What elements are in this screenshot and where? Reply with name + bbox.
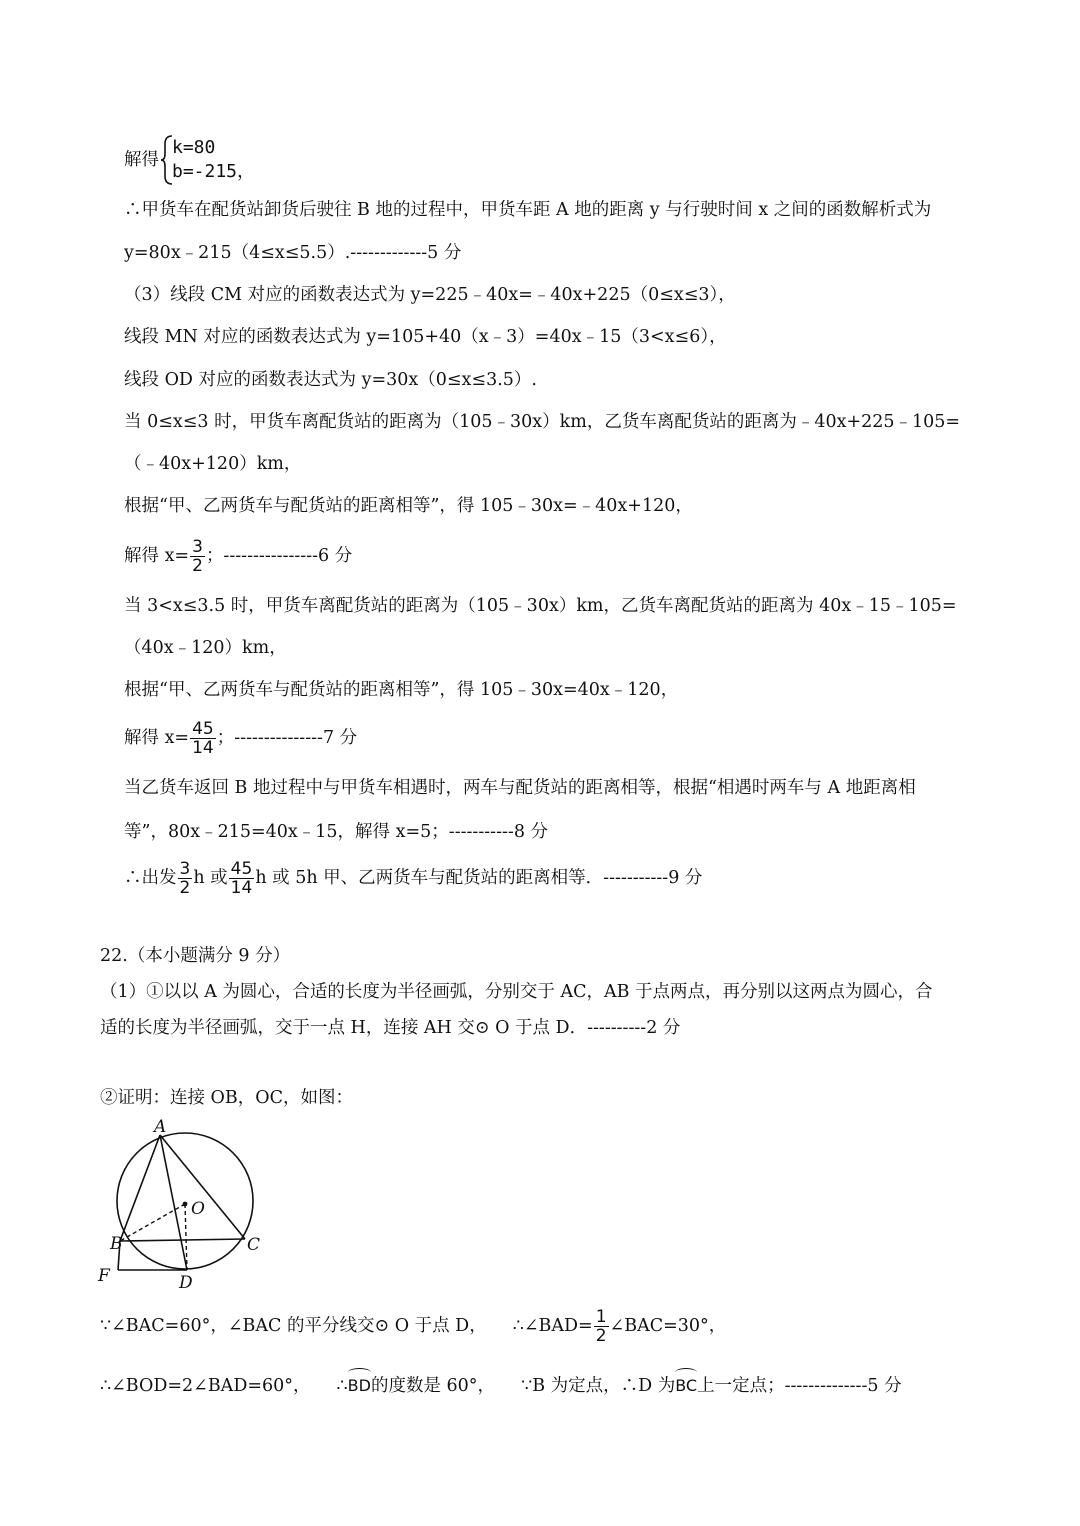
line-5: 线段 OD 对应的函数表达式为 y=30x（0≤x≤3.5）. (124, 370, 537, 390)
line-2: y=80x﹣215（4≤x≤5.5）.-------------5 分 (124, 243, 462, 263)
fraction-3-2: $\frac{3}{2}$ (192, 537, 203, 576)
line-3: （3）线段 CM 对应的函数表达式为 y=225﹣40x=﹣40x+225（0≤x≤3）， (124, 285, 736, 305)
line-10: 当 3<x≤3.5 时，甲货车离配货站的距离为（105﹣30x）km，乙货车离配货站的距离为 40x﹣15﹣105= (124, 596, 957, 616)
label-c: C (247, 1235, 261, 1255)
label-d: D (179, 1273, 193, 1293)
point-o (183, 1202, 188, 1207)
fraction-45-14-b: $\frac{45}{14}$ (230, 859, 253, 898)
q22-part2-intro: ②证明：连接 OB，OC，如图： (100, 1088, 354, 1108)
fraction-3-2-b: $\frac{3}{2}$ (179, 859, 191, 898)
label-a: A (154, 1118, 167, 1137)
line-13: 解得 x= $\frac{45}{14}$ ；---------------7 分 (124, 719, 358, 758)
line-14: 当乙货车返回 B 地过程中与甲货车相遇时，两车与配货站的距离相等，根据“相遇时两车与 A 地距离相 (124, 778, 916, 798)
line-12: 根据“甲、乙两货车与配货站的距离相等”，得 105﹣30x=40x﹣120， (124, 680, 679, 700)
line-8: 根据“甲、乙两货车与配货站的距离相等”，得 105﹣30x=﹣40x+120， (124, 496, 693, 516)
solve-label: 解得 (124, 150, 159, 170)
q22-part1-line2: 适的长度为半径画弧，交于一点 H，连接 AH 交⊙ O 于点 D．----------2 分 (100, 1018, 681, 1038)
label-o: O (191, 1199, 205, 1219)
circle-figure (90, 1118, 280, 1293)
arc-bc: BC (675, 1370, 697, 1398)
line-16: ∴出发 $\frac{3}{2}$ h 或 $\frac{45}{14}$ h 或 5h 甲、乙两货车与配货站的距离相等．-----------9 分 (124, 859, 703, 898)
line-7: （﹣40x+120）km， (124, 454, 302, 474)
solution-system (172, 136, 255, 184)
line-4: 线段 MN 对应的函数表达式为 y=105+40（x﹣3）=40x﹣15（3<x≤6）， (124, 327, 727, 347)
arc-bd: BD (348, 1370, 371, 1398)
segment-bc (120, 1239, 245, 1241)
label-b: B (110, 1234, 123, 1254)
line-18: ∴∠BOD=2∠BAD=60°， ∴BD的度数是 60°， ∵B 为定点，∴D 为BC上一定点；--------------5 分 (100, 1370, 902, 1398)
line-6: 当 0≤x≤3 时，甲货车离配货站的距离为（105﹣30x）km，乙货车离配货站的距离为﹣40x+225﹣105= (124, 412, 961, 432)
line-17: ∵∠BAC=60°，∠BAC 的平分线交⊙ O 于点 D， ∴∠BAD= $\frac{1}{2}$ ∠BAC=30°， (100, 1307, 727, 1346)
circle-o (117, 1133, 253, 1269)
q22-part1-line1: （1）①以以 A 为圆心，合适的长度为半径画弧，分别交于 AC，AB 于点两点，再分别以这两点为圆心，合 (100, 982, 933, 1002)
system-k: k=80 (172, 137, 216, 158)
system-b: b=-215， (172, 161, 256, 182)
line-15: 等”，80x﹣215=40x﹣15，解得 x=5；-----------8 分 (124, 822, 549, 842)
fraction-1-2: $\frac{1}{2}$ (595, 1307, 607, 1346)
segment-ac (160, 1135, 245, 1239)
question-22-title: 22.（本小题满分 9 分） (100, 946, 291, 966)
line-1: ∴甲货车在配货站卸货后驶往 B 地的过程中，甲货车距 A 地的距离 y 与行驶时间 x 之间的函数解析式为 (124, 200, 932, 220)
segment-ad (160, 1135, 187, 1270)
line-11: （40x﹣120）km， (124, 638, 287, 658)
label-f: F (98, 1266, 110, 1286)
fraction-45-14: $\frac{45}{14}$ (192, 719, 214, 758)
line-9: 解得 x= $\frac{3}{2}$ ；----------------6 分 (124, 537, 353, 576)
